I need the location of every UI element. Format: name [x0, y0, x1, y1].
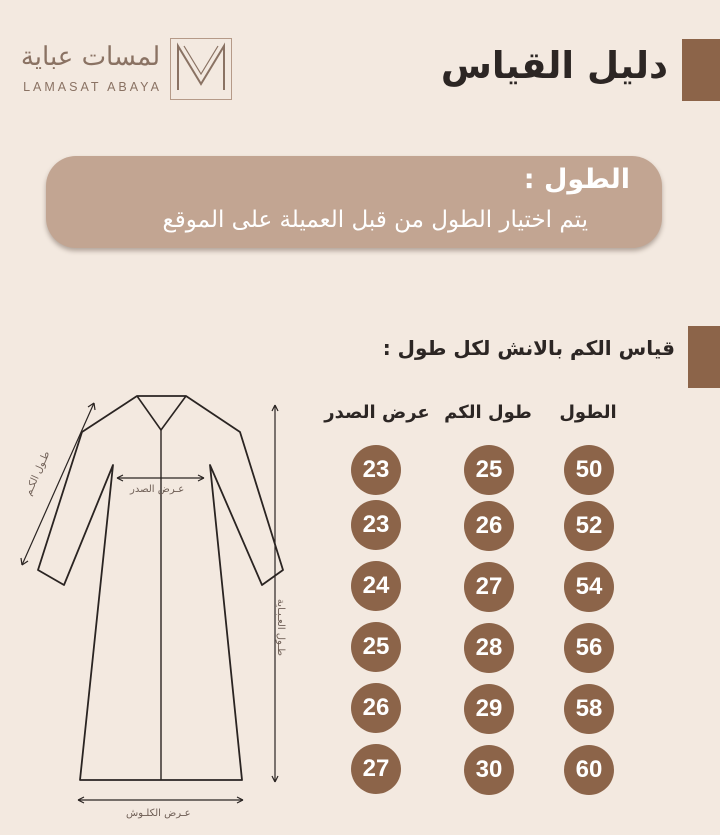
page-title: دليل القياس	[440, 44, 668, 87]
length-value-cell: 50	[564, 445, 614, 495]
length-value-cell: 52	[564, 501, 614, 551]
length-value-cell: 56	[564, 623, 614, 673]
logo-monogram-icon	[170, 38, 232, 100]
column-header-length: الطول	[559, 402, 617, 423]
abaya-measurement-diagram	[10, 385, 310, 830]
neckline	[137, 396, 186, 430]
length-value-cell: 58	[564, 684, 614, 734]
section-accent-bar	[688, 326, 720, 388]
length-value-cell: 54	[564, 562, 614, 612]
chest-value-cell: 23	[351, 500, 401, 550]
logo-arabic-text: لمسات عباية	[20, 42, 161, 72]
chest-width-label: عـرض الصدر	[130, 484, 185, 495]
sleeve-value-cell: 28	[464, 623, 514, 673]
column-header-chest: عرض الصدر	[324, 402, 430, 423]
chest-value-cell: 23	[351, 445, 401, 495]
length-value-cell: 60	[564, 745, 614, 795]
sleeve-value-cell: 27	[464, 562, 514, 612]
logo-latin-text: LAMASAT ABAYA	[23, 80, 162, 94]
column-header-sleeve: طول الكم	[444, 402, 532, 423]
chest-value-cell: 26	[351, 683, 401, 733]
hem-width-label: عـرض الكلـوش	[126, 808, 191, 819]
sleeve-value-cell: 30	[464, 745, 514, 795]
length-box-title: الطول :	[523, 164, 630, 195]
abaya-length-label: طـول العـبـاية	[275, 598, 287, 657]
sleeve-value-cell: 25	[464, 445, 514, 495]
chest-value-cell: 24	[351, 561, 401, 611]
chest-value-cell: 25	[351, 622, 401, 672]
sleeve-value-cell: 29	[464, 684, 514, 734]
sleeve-section-heading: قياس الكم بالانش لكل طول :	[382, 336, 675, 360]
sleeve-length-label: طـول الكـم	[23, 449, 53, 498]
chest-value-cell: 27	[351, 744, 401, 794]
sleeve-value-cell: 26	[464, 501, 514, 551]
length-box-description: يتم اختيار الطول من قبل العميلة على الموقع	[162, 207, 588, 233]
title-accent-bar	[682, 39, 720, 101]
